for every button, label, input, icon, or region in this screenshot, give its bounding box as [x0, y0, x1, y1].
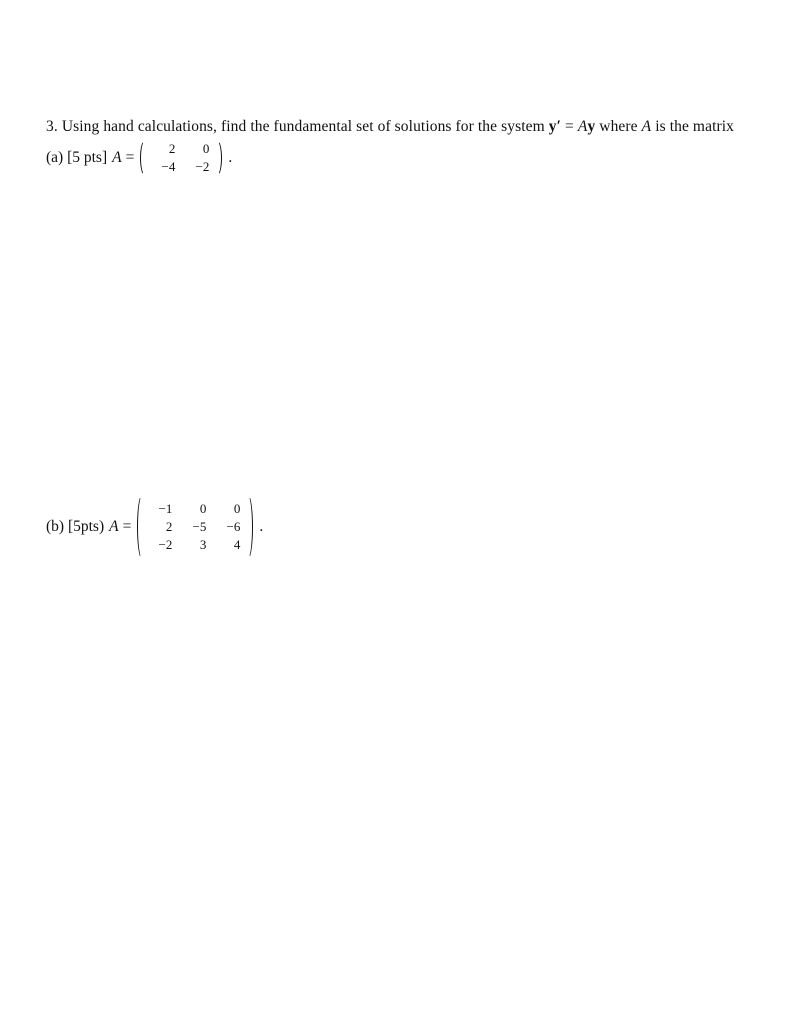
matrix-cell: −1 — [158, 501, 173, 516]
left-paren — [140, 140, 150, 176]
problem-var-a: A — [641, 118, 652, 135]
eq-rhs-vector: y — [587, 118, 596, 135]
part-b-matrix — [137, 495, 253, 559]
part-b-equals: = — [122, 518, 132, 535]
matrix-cell: 3 — [199, 537, 207, 552]
matrix-cell: −5 — [192, 519, 207, 534]
left-paren — [137, 495, 147, 559]
matrix-cell: 2 — [165, 519, 173, 534]
right-paren — [212, 140, 222, 176]
matrix-cell: 0 — [199, 501, 207, 516]
part-a-matrix — [140, 140, 222, 176]
matrix-cell: 0 — [233, 501, 241, 516]
matrix-cell: −6 — [226, 519, 241, 534]
part-a-matrix-grid — [150, 140, 212, 176]
problem-statement — [46, 118, 734, 136]
part-a-equals: = — [125, 149, 135, 166]
part-b-var: A — [109, 518, 119, 535]
eq-sign: = — [561, 118, 578, 135]
matrix-cell: 0 — [202, 141, 210, 156]
part-a-label: (a) [5 pts] — [46, 149, 108, 166]
part-a-var: A — [112, 149, 122, 166]
problem-number: 3. — [46, 118, 58, 135]
problem-text-end: is the matrix — [655, 118, 734, 135]
matrix-cell: −4 — [161, 159, 176, 174]
matrix-cell: −2 — [158, 537, 173, 552]
part-b-label: (b) [5pts) — [46, 518, 105, 535]
part-b — [46, 494, 263, 560]
matrix-cell: −2 — [195, 159, 210, 174]
part-b-matrix-grid — [147, 500, 243, 554]
part-a-period: . — [228, 149, 233, 166]
matrix-cell: 2 — [168, 141, 176, 156]
matrix-cell: 4 — [233, 537, 241, 552]
eq-lhs: y′ — [548, 118, 562, 135]
right-paren — [243, 495, 253, 559]
part-a — [46, 138, 232, 178]
part-b-period: . — [259, 518, 264, 535]
eq-rhs-matrix: A — [577, 118, 588, 135]
problem-text-after: where — [599, 118, 638, 135]
problem-text-before: Using hand calculations, find the fundamental set of solutions for the system — [61, 118, 545, 135]
